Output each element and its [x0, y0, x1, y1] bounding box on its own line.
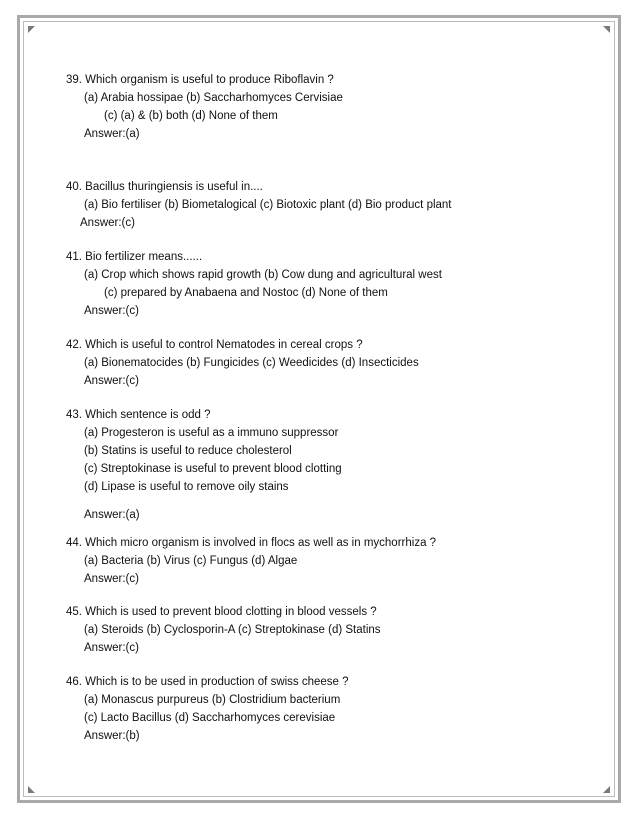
- corner-ornament-icon: [603, 786, 610, 793]
- question-39-options: (c) (a) & (b) both (d) None of them: [104, 110, 278, 122]
- question-44-answer: Answer:(c): [84, 573, 139, 585]
- question-43-answer: Answer:(a): [84, 509, 140, 521]
- question-42: 42. Which is useful to control Nematodes in cereal crops ?: [66, 339, 363, 351]
- question-40-options: (a) Bio fertiliser (b) Biometalogical (c) Biotoxic plant (d) Bio product plant: [84, 199, 452, 211]
- question-39: 39. Which organism is useful to produce Riboflavin ?: [66, 74, 334, 86]
- corner-ornament-icon: [28, 786, 35, 793]
- question-41-answer: Answer:(c): [84, 305, 139, 317]
- question-42-answer: Answer:(c): [84, 375, 139, 387]
- question-41-options: (c) prepared by Anabaena and Nostoc (d) None of them: [104, 287, 388, 299]
- question-39-answer: Answer:(a): [84, 128, 140, 140]
- question-43: 43. Which sentence is odd ?: [66, 409, 211, 421]
- question-46-answer: Answer:(b): [84, 730, 140, 742]
- question-43-option-d: (d) Lipase is useful to remove oily stains: [84, 481, 289, 493]
- question-46-options: (a) Monascus purpureus (b) Clostridium bacterium: [84, 694, 341, 706]
- corner-ornament-icon: [28, 26, 35, 33]
- question-40: 40. Bacillus thuringiensis is useful in....: [66, 181, 263, 193]
- corner-ornament-icon: [603, 26, 610, 33]
- question-45: 45. Which is used to prevent blood clotting in blood vessels ?: [66, 606, 377, 618]
- question-43-option-c: (c) Streptokinase is useful to prevent blood clotting: [84, 463, 342, 475]
- question-44-options: (a) Bacteria (b) Virus (c) Fungus (d) Algae: [84, 555, 298, 567]
- question-44: 44. Which micro organism is involved in flocs as well as in mychorrhiza ?: [66, 537, 437, 549]
- question-43-option-a: (a) Progesteron is useful as a immuno suppressor: [84, 427, 339, 439]
- question-42-options: (a) Bionematocides (b) Fungicides (c) Weedicides (d) Insecticides: [84, 357, 419, 369]
- question-46-options: (c) Lacto Bacillus (d) Saccharhomyces cerevisiae: [84, 712, 336, 724]
- question-45-answer: Answer:(c): [84, 642, 139, 654]
- question-46: 46. Which is to be used in production of swiss cheese ?: [66, 676, 349, 688]
- question-41-options: (a) Crop which shows rapid growth (b) Cow dung and agricultural west: [84, 269, 442, 281]
- question-40-answer: Answer:(c): [80, 217, 135, 229]
- question-43-option-b: (b) Statins is useful to reduce cholesterol: [84, 445, 292, 457]
- question-39-options: (a) Arabia hossipae (b) Saccharhomyces Cervisiae: [84, 92, 343, 104]
- question-45-options: (a) Steroids (b) Cyclosporin-A (c) Streptokinase (d) Statins: [84, 624, 381, 636]
- question-41: 41. Bio fertilizer means......: [66, 251, 203, 263]
